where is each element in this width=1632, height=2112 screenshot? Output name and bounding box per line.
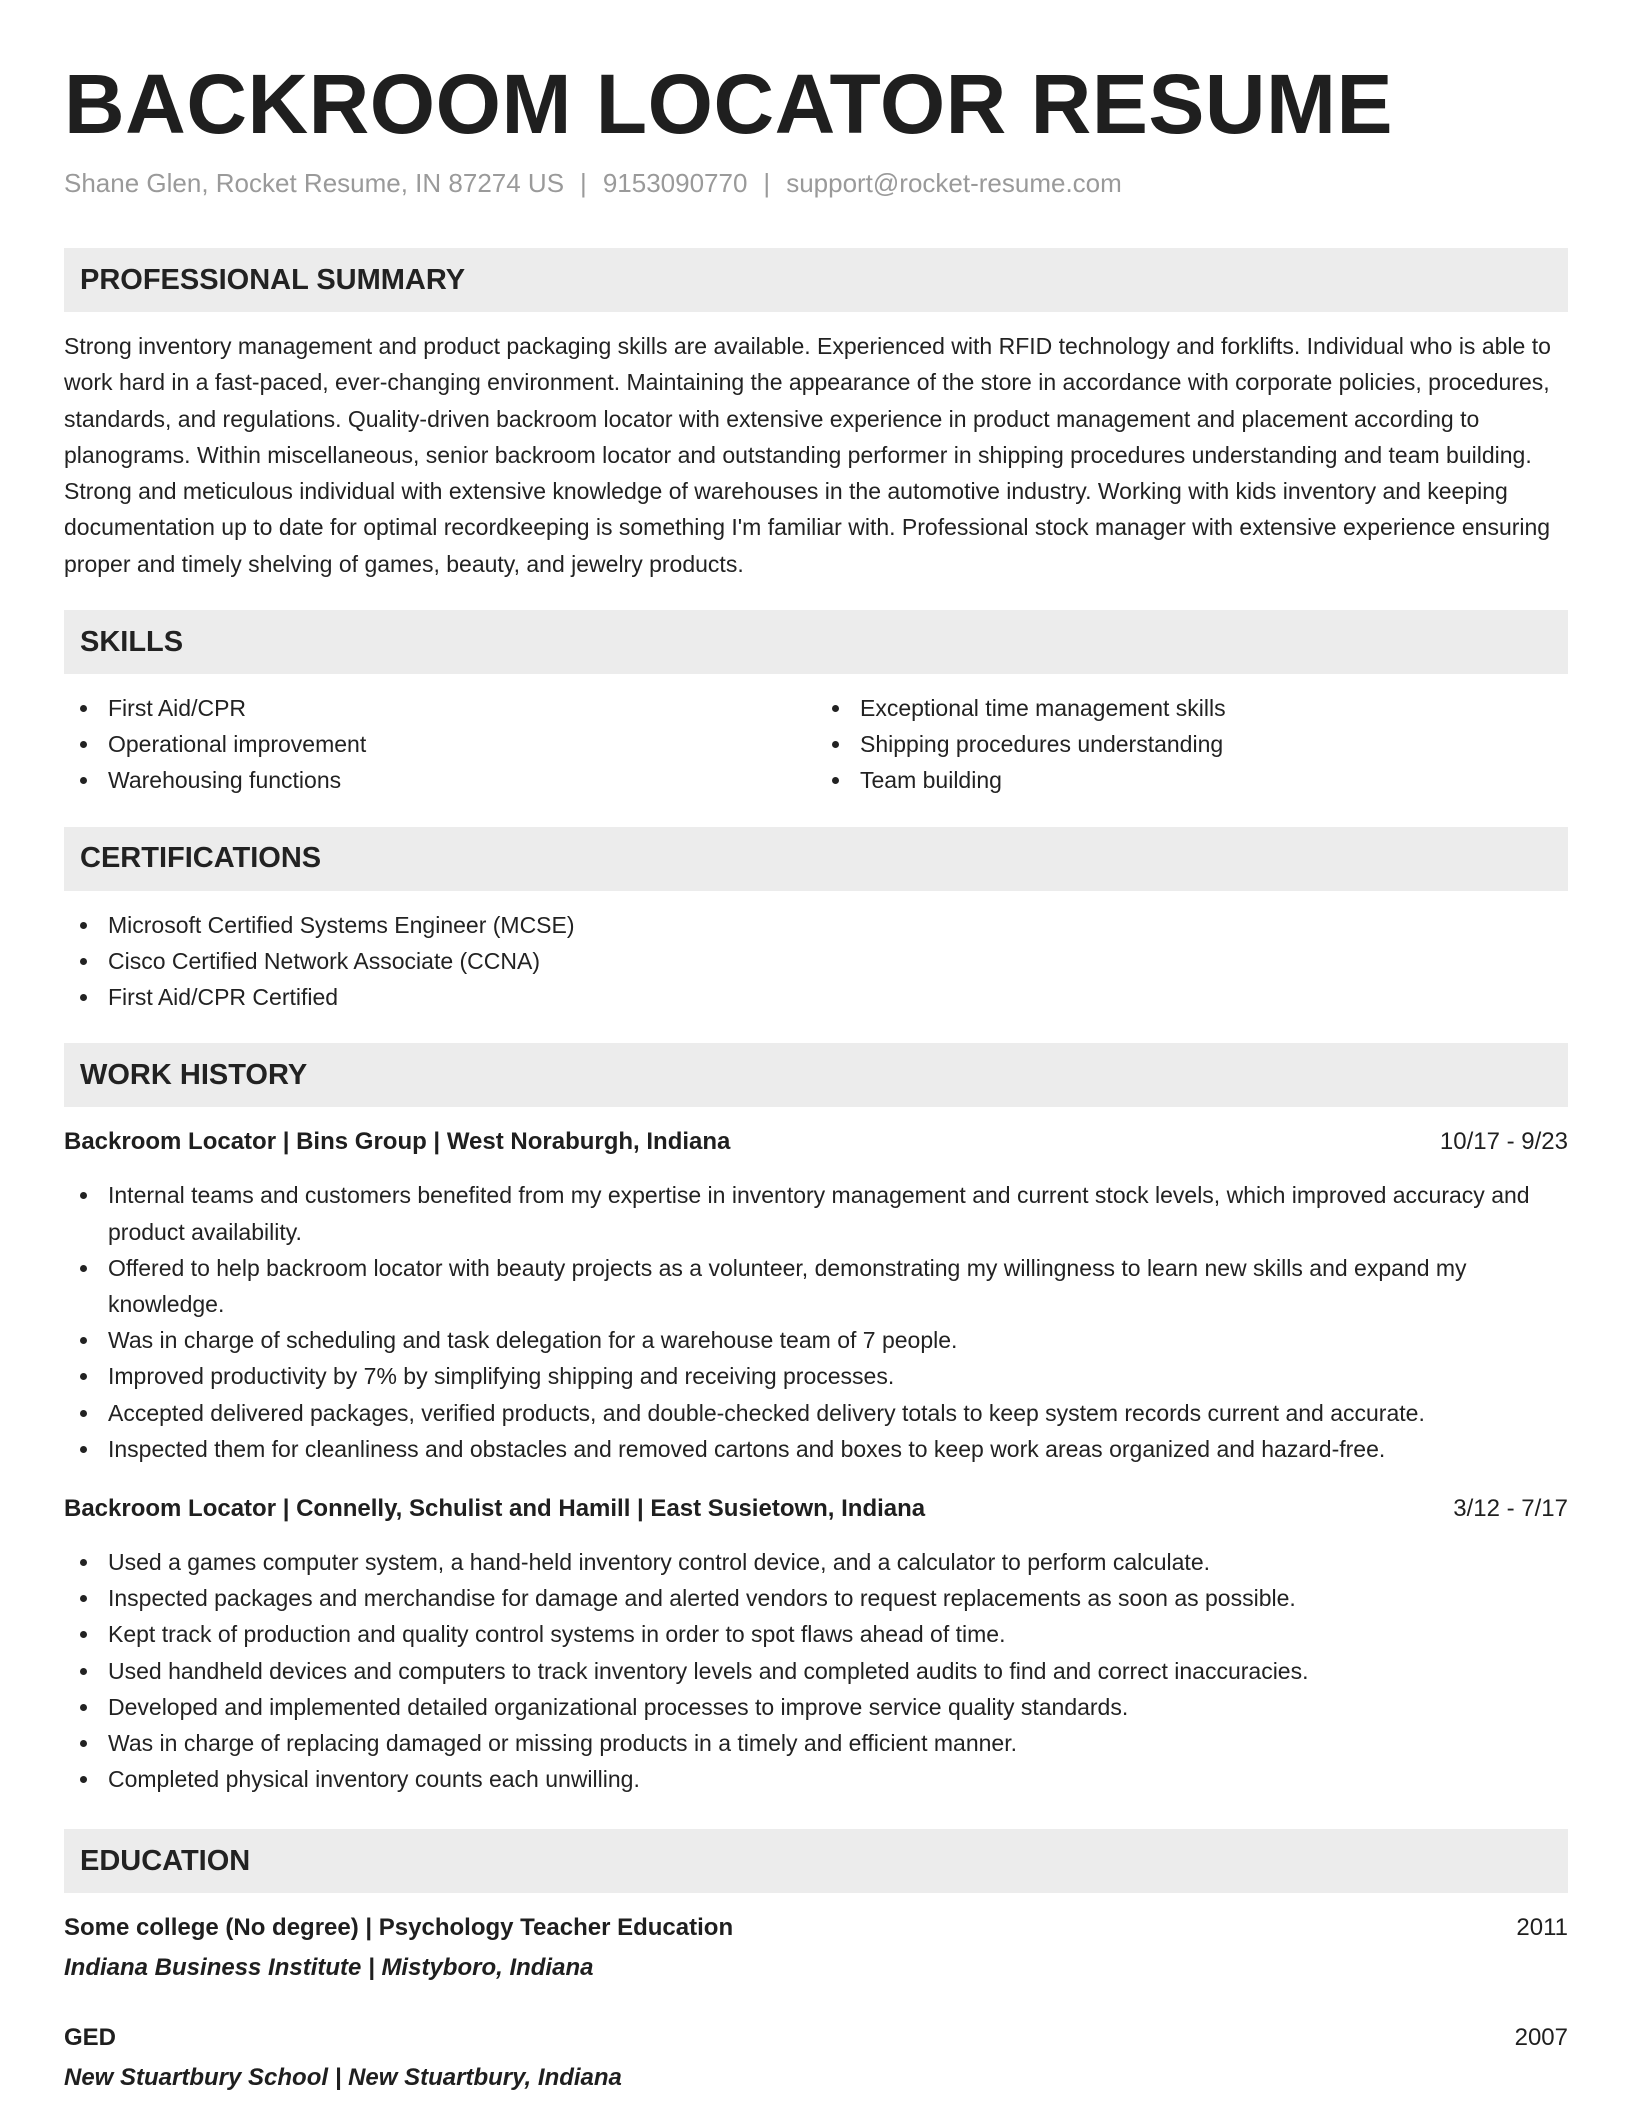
skill-item: Exceptional time management skills bbox=[816, 690, 1568, 726]
job-bullet: Developed and implemented detailed organizational processes to improve service quality standards. bbox=[64, 1689, 1568, 1725]
job-bullet: Was in charge of replacing damaged or missing products in a timely and efficient manner. bbox=[64, 1725, 1568, 1761]
job-entry bbox=[64, 1491, 1568, 1797]
education-school: Indiana Business Institute | Mistyboro, Indiana bbox=[64, 1954, 594, 1982]
contact-separator: | bbox=[763, 168, 771, 198]
certification-item: Cisco Certified Network Associate (CCNA) bbox=[64, 943, 1568, 979]
job-bullet: Improved productivity by 7% by simplifying shipping and receiving processes. bbox=[64, 1358, 1568, 1394]
section-heading-certifications: CERTIFICATIONS bbox=[64, 827, 1568, 891]
education-year: 2011 bbox=[1516, 1914, 1568, 1942]
job-bullet: Offered to help backroom locator with beauty projects as a volunteer, demonstrating my willingness to learn new skills and expand my knowledge. bbox=[64, 1250, 1568, 1322]
skills-column-right bbox=[816, 690, 1568, 799]
section-heading-education: EDUCATION bbox=[64, 1829, 1568, 1893]
section-heading-work-history: WORK HISTORY bbox=[64, 1043, 1568, 1107]
job-header bbox=[64, 1124, 1568, 1160]
summary-text: Strong inventory management and product packaging skills are available. Experienced with RFID technology and forklifts. Individual who is able to work hard in a fast-paced, ever-changing environment. Maintaining the appearance of the store in accordance with corporate policies, procedures, standards, and regulations. Quality-driven backroom locator with extensive experience in product management and placement according to planograms. Within miscellaneous, senior backroom locator and outstanding performer in shipping procedures understanding and team building. Strong and meticulous individual with extensive knowledge of warehouses in the automotive industry. Working with kids inventory and keeping documentation up to date for optimal recordkeeping is something I'm familiar with. Professional stock manager with extensive experience ensuring proper and timely shelving of games, beauty, and jewelry products. bbox=[64, 333, 1551, 577]
job-bullet: Used a games computer system, a hand-held inventory control device, and a calculator to perform calculate. bbox=[64, 1544, 1568, 1580]
job-bullet: Was in charge of scheduling and task delegation for a warehouse team of 7 people. bbox=[64, 1322, 1568, 1358]
job-bullet: Used handheld devices and computers to track inventory levels and completed audits to find and correct inaccuracies. bbox=[64, 1653, 1568, 1689]
section-heading-summary: PROFESSIONAL SUMMARY bbox=[64, 248, 1568, 312]
job-dates: 3/12 - 7/17 bbox=[1453, 1494, 1568, 1522]
certifications-list bbox=[64, 907, 1568, 1016]
contact-separator: | bbox=[580, 168, 587, 198]
job-bullet: Kept track of production and quality control systems in order to spot flaws ahead of time. bbox=[64, 1616, 1568, 1652]
education-degree: Some college (No degree) | Psychology Teacher Education bbox=[64, 1914, 734, 1942]
education-header bbox=[64, 2020, 1568, 2056]
section-heading-skills: SKILLS bbox=[64, 610, 1568, 674]
education-year: 2007 bbox=[1514, 2024, 1568, 2052]
certification-item: Microsoft Certified Systems Engineer (MCSE) bbox=[64, 907, 1568, 943]
skill-item: Warehousing functions bbox=[64, 762, 816, 798]
contact-line bbox=[64, 166, 1568, 200]
education-entry bbox=[64, 2020, 1568, 2096]
job-bullet: Internal teams and customers benefited from my expertise in inventory management and current stock levels, which improved accuracy and product availability. bbox=[64, 1177, 1568, 1249]
skill-item: First Aid/CPR bbox=[64, 690, 816, 726]
job-bullet: Inspected packages and merchandise for damage and alerted vendors to request replacements as soon as possible. bbox=[64, 1580, 1568, 1616]
contact-phone: 9153090770 bbox=[602, 168, 748, 198]
skills-column-left bbox=[64, 690, 816, 799]
job-title: Backroom Locator | Connelly, Schulist and Hamill | East Susietown, Indiana bbox=[64, 1494, 926, 1522]
job-bullet: Inspected them for cleanliness and obstacles and removed cartons and boxes to keep work areas organized and hazard-free. bbox=[64, 1431, 1568, 1467]
job-bullet: Completed physical inventory counts each unwilling. bbox=[64, 1761, 1568, 1797]
contact-address: Shane Glen, Rocket Resume, IN 87274 US bbox=[64, 168, 565, 198]
education-header bbox=[64, 1910, 1568, 1946]
job-bullet: Accepted delivered packages, verified products, and double-checked delivery totals to keep system records current and accurate. bbox=[64, 1395, 1568, 1431]
skills-list bbox=[64, 690, 1568, 799]
contact-email: support@rocket-resume.com bbox=[786, 168, 1122, 198]
resume-title: BACKROOM LOCATOR RESUME bbox=[64, 57, 1394, 151]
job-bullets bbox=[64, 1177, 1568, 1467]
skill-item: Shipping procedures understanding bbox=[816, 726, 1568, 762]
skill-item: Team building bbox=[816, 762, 1568, 798]
job-entry bbox=[64, 1124, 1568, 1467]
education-school: New Stuartbury School | New Stuartbury, Indiana bbox=[64, 2064, 622, 2092]
resume-page bbox=[64, 56, 1568, 2096]
job-bullets bbox=[64, 1544, 1568, 1797]
education-entry bbox=[64, 1910, 1568, 1986]
skill-item: Operational improvement bbox=[64, 726, 816, 762]
job-dates: 10/17 - 9/23 bbox=[1439, 1128, 1568, 1156]
education-degree: GED bbox=[64, 2024, 117, 2052]
job-title: Backroom Locator | Bins Group | West Noraburgh, Indiana bbox=[64, 1128, 731, 1156]
job-header bbox=[64, 1491, 1568, 1527]
certification-item: First Aid/CPR Certified bbox=[64, 979, 1568, 1015]
